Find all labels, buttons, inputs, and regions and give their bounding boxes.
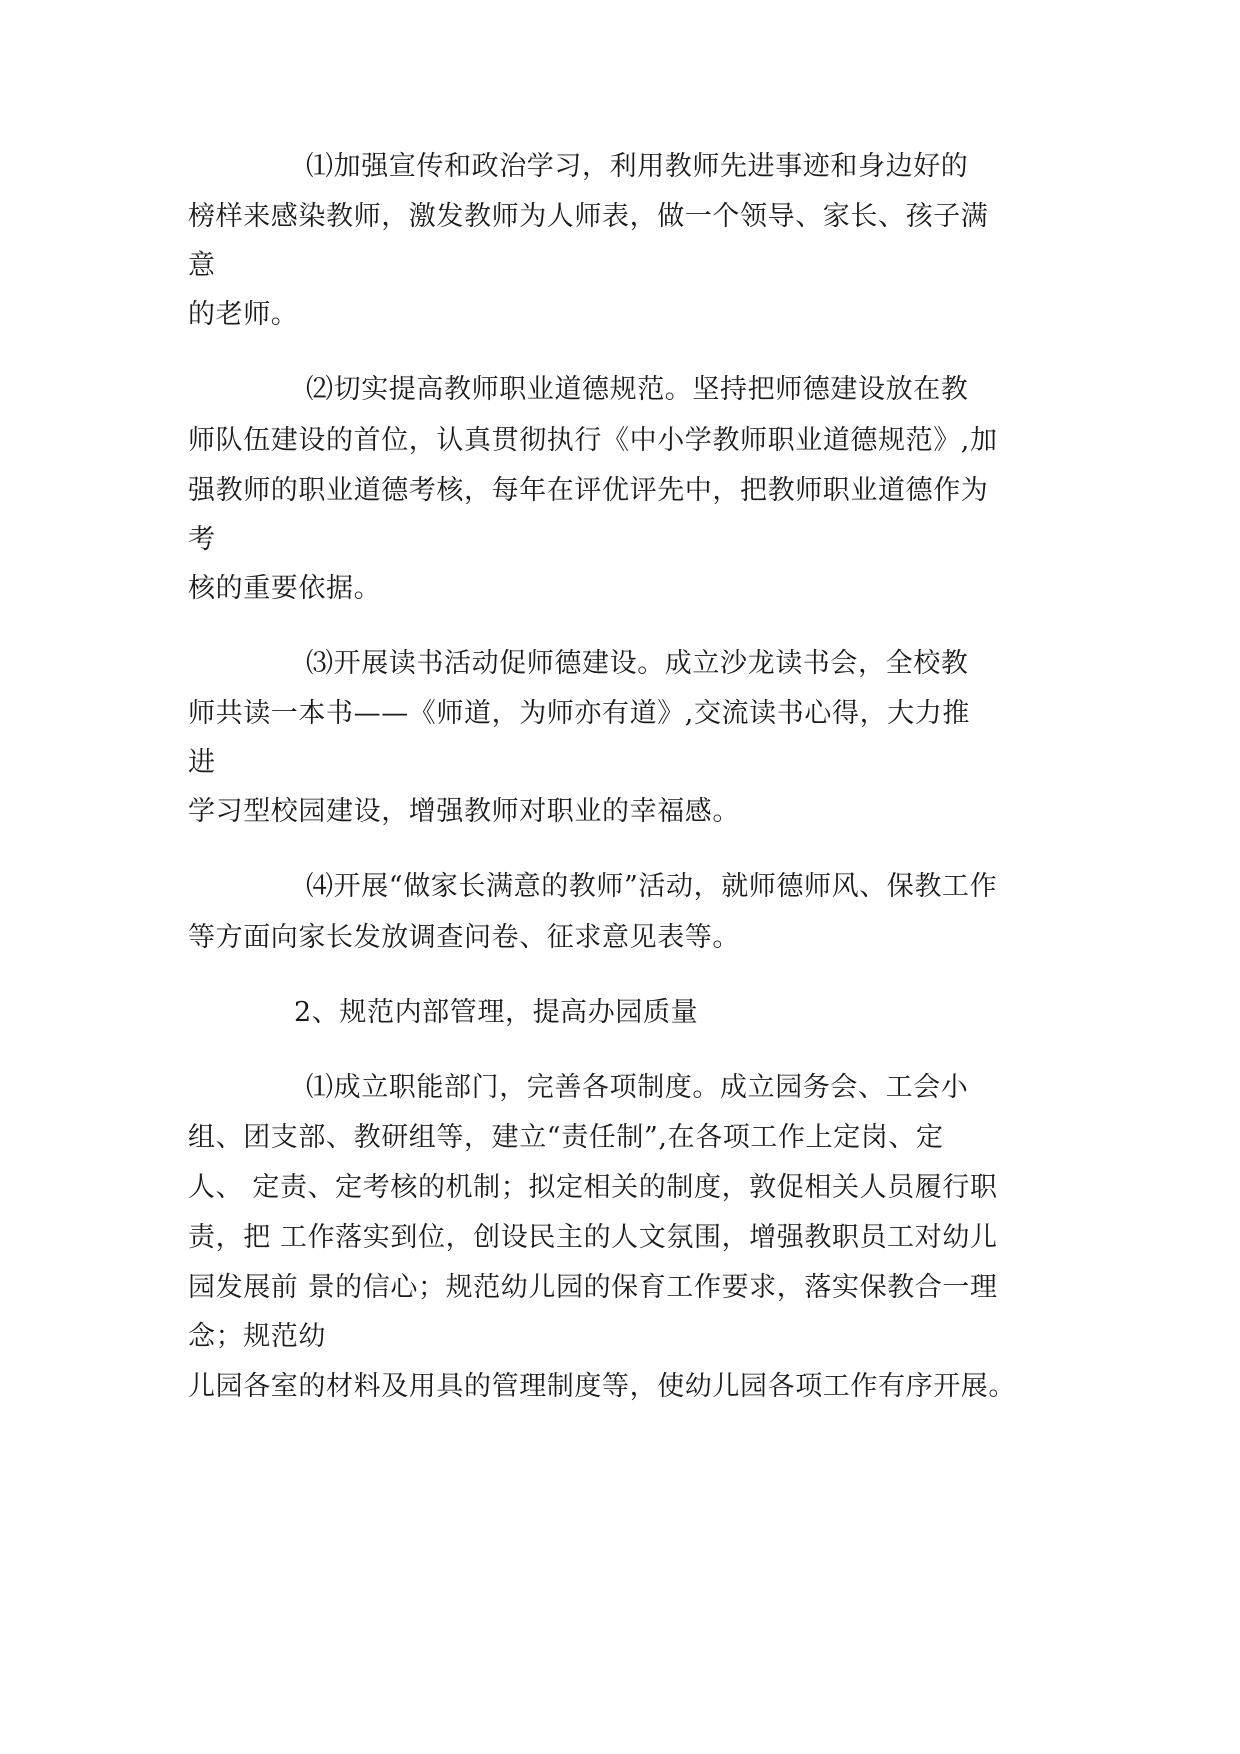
paragraph-6-line-4: 责，把 工作落实到位，创设民主的人文氛围，增强教职员工对幼儿: [188, 1222, 998, 1253]
paragraph-3-line-1: ⑶开展读书活动促师德建设。成立沙龙读书会，全校教: [306, 648, 969, 679]
paragraph-4-line-2: 等方面向家长发放调查问卷、征求意见表等。: [188, 922, 740, 953]
paragraph-3-line-3: 进: [188, 747, 216, 778]
paragraph-3-line-2: 师共读一本书——《师道，为师亦有道》,交流读书心得，大力推: [188, 698, 970, 729]
paragraph-1-line-3: 意: [188, 250, 216, 281]
paragraph-6-line-6: 念；规范幼: [188, 1321, 326, 1352]
paragraph-4-line-1: ⑷开展“做家长满意的教师”活动，就师德师风、保教工作: [306, 871, 998, 902]
paragraph-2-line-2: 师队伍建设的首位，认真贯彻执行《中小学教师职业道德规范》,加: [188, 425, 998, 456]
paragraph-6-line-5: 园发展前 景的信心；规范幼儿园的保育工作要求，落实保教合一理: [188, 1272, 998, 1303]
paragraph-2-line-4: 考: [188, 524, 216, 555]
paragraph-6-line-2: 组、团支部、教研组等，建立“责任制”,在各项工作上定岗、定: [188, 1122, 944, 1153]
paragraph-1-line-2: 榜样来感染教师，激发教师为人师表，做一个领导、家长、孩子满: [188, 201, 989, 232]
paragraph-6-line-3: 人、 定责、定考核的机制；拟定相关的制度，敦促相关人员履行职: [188, 1172, 998, 1203]
paragraph-1-line-4: 的老师。: [188, 299, 299, 330]
section-heading: 2、规范内部管理，提高办园质量: [294, 997, 699, 1028]
paragraph-6-line-1: ⑴成立职能部门，完善各项制度。成立园务会、工会小: [306, 1072, 969, 1103]
paragraph-2-line-1: ⑵切实提高教师职业道德规范。坚持把师德建设放在教: [306, 374, 969, 405]
paragraph-1-line-1: ⑴加强宣传和政治学习，利用教师先进事迹和身边好的: [306, 151, 969, 182]
paragraph-2-line-5: 核的重要依据。: [188, 573, 382, 604]
paragraph-2-line-3: 强教师的职业道德考核，每年在评优评先中，把教师职业道德作为: [188, 475, 989, 506]
paragraph-3-line-4: 学习型校园建设，增强教师对职业的幸福感。: [188, 796, 740, 827]
paragraph-6-line-7: 儿园各室的材料及用具的管理制度等，使幼儿园各项工作有序开展。: [188, 1371, 1016, 1402]
